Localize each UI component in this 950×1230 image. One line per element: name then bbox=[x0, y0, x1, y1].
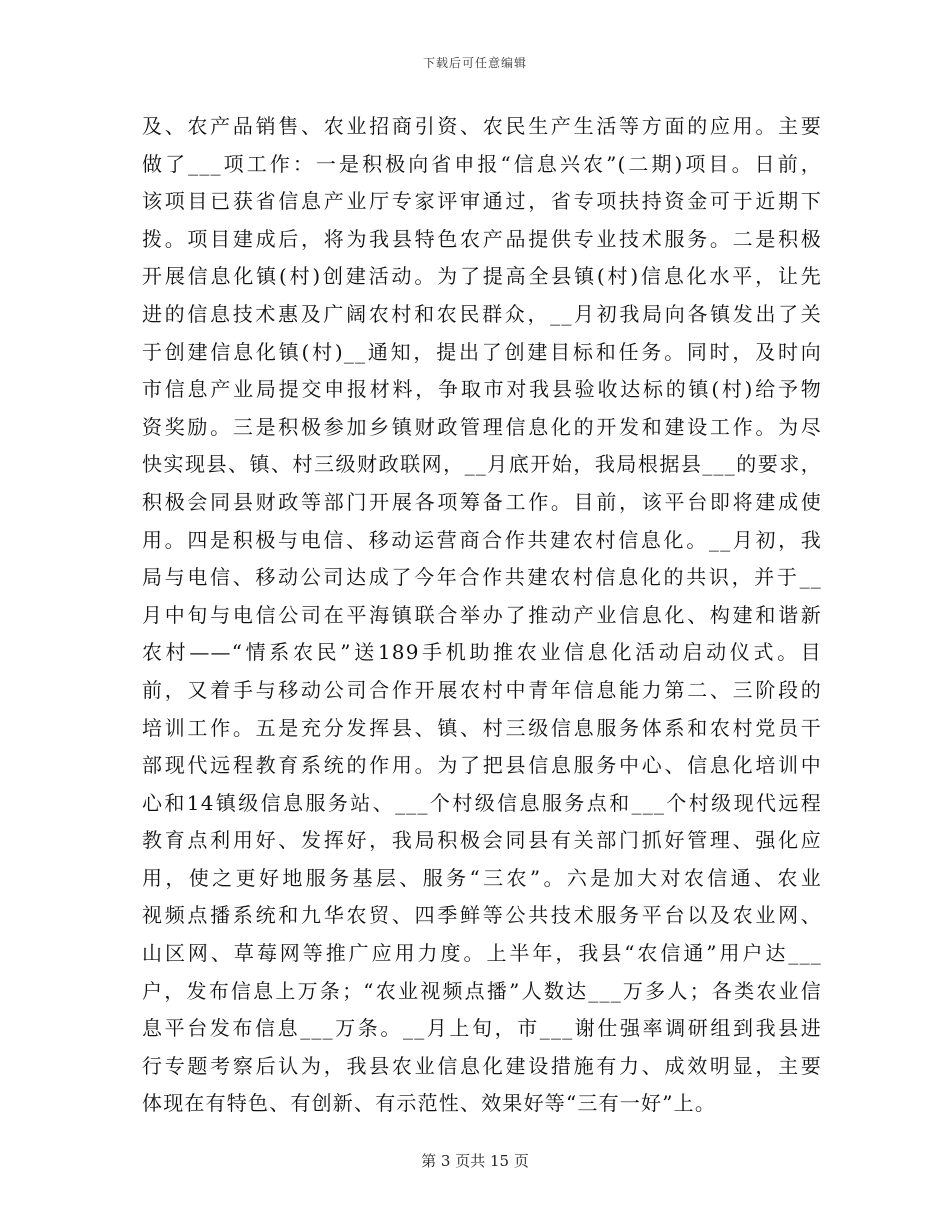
body-line: 部现代远程教育系统的作用。为了把县信息服务中心、信息化培训中 bbox=[142, 753, 822, 778]
body-line: 局与电信、移动公司达成了今年合作共建农村信息化的共识，并于__ bbox=[142, 565, 822, 590]
body-line: 山区网、草莓网等推广应用力度。上半年，我县“农信通”用户达___ bbox=[142, 941, 822, 966]
body-line: 于创建信息化镇(村)__通知，提出了创建目标和任务。同时，及时向 bbox=[142, 339, 822, 364]
body-line: 息平台发布信息___万条。__月上旬，市___谢仕强率调研组到我县进 bbox=[142, 1016, 822, 1041]
body-line: 户，发布信息上万条；“农业视频点播”人数达___万多人；各类农业信 bbox=[142, 978, 822, 1003]
body-line: 市信息产业局提交申报材料，争取市对我县验收达标的镇(村)给予物 bbox=[142, 377, 822, 402]
body-line: 心和14镇级信息服务站、___个村级信息服务点和___个村级现代远程 bbox=[142, 790, 822, 815]
body-line: 拨。项目建成后，将为我县特色农产品提供专业技术服务。二是积极 bbox=[142, 226, 822, 251]
body-line: 前，又着手与移动公司合作开展农村中青年信息能力第二、三阶段的 bbox=[142, 677, 822, 702]
page-header: 下载后可任意编辑 bbox=[422, 56, 527, 70]
body-line: 进的信息技术惠及广阔农村和农民群众，__月初我局向各镇发出了关 bbox=[142, 301, 822, 326]
body-line: 教育点利用好、发挥好，我局积极会同县有关部门抓好管理、强化应 bbox=[142, 828, 822, 853]
body-line: 行专题考察后认为，我县农业信息化建设措施有力、成效明显，主要 bbox=[142, 1053, 822, 1078]
body-line: 月中旬与电信公司在平海镇联合举办了推动产业信息化、构建和谐新 bbox=[142, 602, 822, 627]
body-line: 及、农产品销售、农业招商引资、农民生产生活等方面的应用。主要 bbox=[142, 114, 822, 138]
body-line: 做了___项工作：一是积极向省申报“信息兴农”(二期)项目。日前， bbox=[142, 151, 822, 176]
body-line: 开展信息化镇(村)创建活动。为了提高全县镇(村)信息化水平，让先 bbox=[142, 264, 822, 289]
body-line: 该项目已获省信息产业厅专家评审通过，省专项扶持资金可于近期下 bbox=[142, 189, 822, 214]
body-line: 培训工作。五是充分发挥县、镇、村三级信息服务体系和农村党员干 bbox=[142, 715, 822, 740]
page-number: 第 3 页共 15 页 bbox=[421, 1152, 529, 1170]
body-line: 快实现县、镇、村三级财政联网，__月底开始，我局根据县___的要求， bbox=[142, 452, 822, 477]
body-line: 资奖励。三是积极参加乡镇财政管理信息化的开发和建设工作。为尽 bbox=[142, 414, 822, 439]
body-line: 积极会同县财政等部门开展各项筹备工作。目前，该平台即将建成使 bbox=[142, 489, 822, 514]
body-line: 农村——“情系农民”送189手机助推农业信息化活动启动仪式。目 bbox=[142, 640, 822, 665]
body-text bbox=[142, 108, 822, 1123]
body-line: 用。四是积极与电信、移动运营商合作共建农村信息化。__月初，我 bbox=[142, 527, 822, 552]
body-line: 视频点播系统和九华农贸、四季鲜等公共技术服务平台以及农业网、 bbox=[142, 903, 822, 928]
body-line: 用，使之更好地服务基层、服务“三农”。六是加大对农信通、农业 bbox=[142, 865, 822, 890]
body-line: 体现在有特色、有创新、有示范性、效果好等“三有一好”上。 bbox=[142, 1091, 717, 1116]
